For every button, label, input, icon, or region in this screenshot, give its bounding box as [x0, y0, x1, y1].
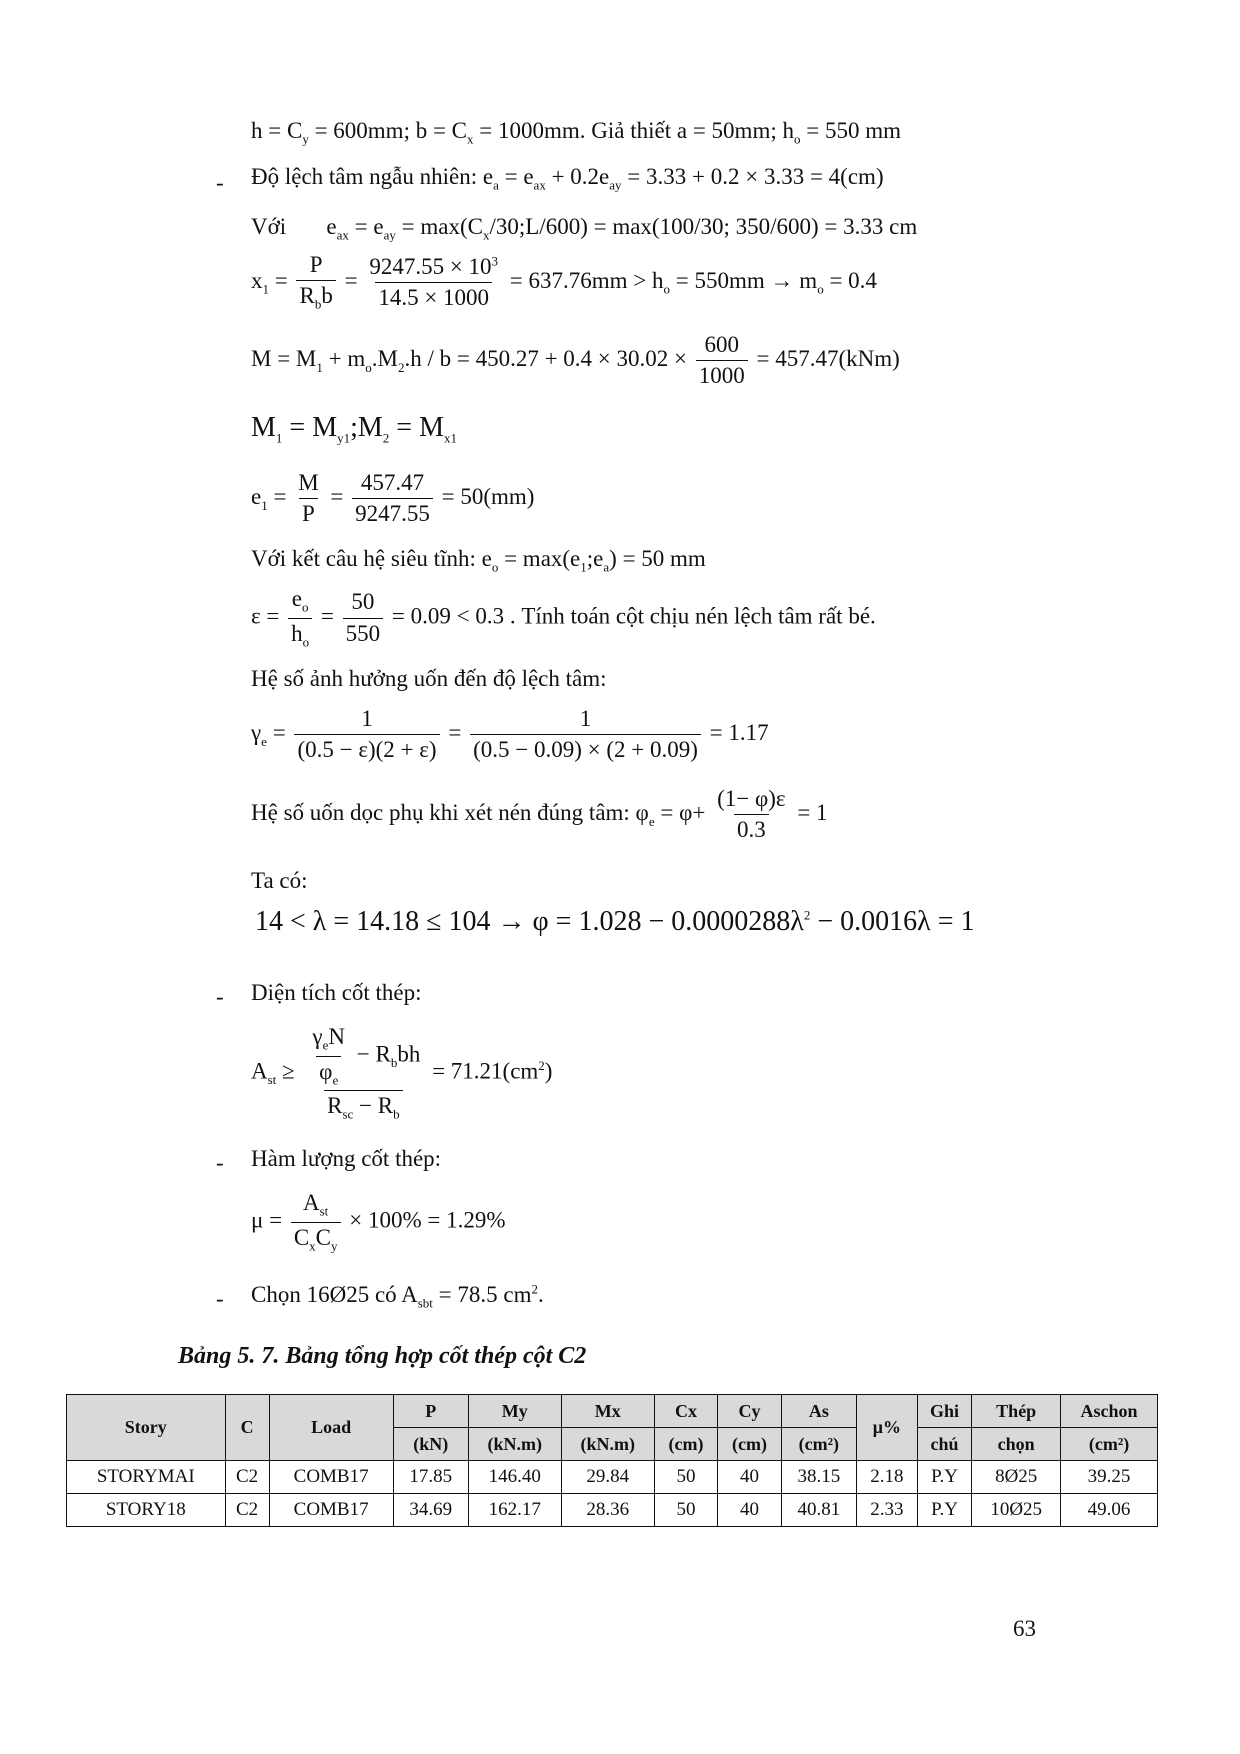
equation-m: $M = M_1 + m_o.M_2.h / b = 450.27 + 0.4 \times 30.02$ × $\frac{600}{1000}$ = 457.47(kNm) — [251, 332, 900, 389]
cell-aschon: 49.06 — [1061, 1494, 1158, 1527]
line-eccentricity-factor-label: Hệ số ảnh hưởng uốn đến độ lệch tâm: — [251, 666, 607, 691]
cell-p: 17.85 — [393, 1461, 468, 1494]
header-thep: Thép — [972, 1395, 1061, 1428]
header-cy-unit: (cm) — [718, 1428, 781, 1461]
cell-as: 38.15 — [781, 1461, 856, 1494]
cell-story: STORYMAI — [67, 1461, 226, 1494]
cell-ghi: P.Y — [917, 1461, 971, 1494]
equation-e1: $e_1$ = $\frac{M}{P}$ = $\frac{457.47}{9247.55}$ = 50(mm) — [251, 470, 535, 527]
line-statically-indeterminate: Với kết câu hệ siêu tĩnh: $e_o$ = $\max(e_1;e_a) = 50$ mm — [251, 546, 706, 575]
header-ghi-2: chú — [917, 1428, 971, 1461]
cell-cy: 40 — [718, 1494, 781, 1527]
header-cx: Cx — [654, 1395, 717, 1428]
bullet-dash: - — [216, 984, 224, 1009]
header-cy: Cy — [718, 1395, 781, 1428]
line-steel-area-label: Diện tích cốt thép: — [251, 980, 422, 1005]
line-chosen-bars: Chọn 16Ø25 có $A_{sbt} = 78.5$ $cm^2$. — [251, 1281, 544, 1311]
header-aschon-unit: (cm²) — [1061, 1428, 1158, 1461]
header-my-unit: (kN.m) — [468, 1428, 561, 1461]
equation-lambda: $14 < \lambda = 14.18 \le 104 \to \varphi = 1.028 - 0.0000288\lambda^2 - 0.0016\lambda = 1$ — [255, 906, 975, 937]
cell-c: C2 — [225, 1494, 269, 1527]
cell-thep: 8Ø25 — [972, 1461, 1061, 1494]
equation-phi-e: Hệ số uốn dọc phụ khi xét nén đúng tâm: $\varphi_e = \varphi+$ $\frac{(1- \varphi)\varepsilon}{0.3}$ = 1 — [251, 786, 828, 843]
header-mu: μ% — [856, 1395, 917, 1461]
equation-ast: $A_{st}$ ≥ $\frac{\gamma_eN}{\varphi_e}$ − $R_bbh$ $R_{sc} - R_b$ = $71.21(cm^2)$ — [251, 1024, 553, 1122]
line-eccentricity: Độ lệch tâm ngẫu nhiên: $e_a = e_{ax} + 0.2e_{ay} = 3.33 + 0.2 \times 3.33 = 4(cm)$ — [251, 164, 884, 193]
cell-p: 34.69 — [393, 1494, 468, 1527]
cell-mx: 28.36 — [561, 1494, 654, 1527]
equation-x1: $x_1$ = $\frac{P}{R_bb}$ = $\frac{9247.55 \times 10^3}{14.5 \times 1000}$ = $637.76mm > h_o = 550mm \to m_o = 0.4$ — [251, 252, 877, 313]
table-row — [67, 1461, 1158, 1494]
line-we-have: Ta có: — [251, 868, 308, 893]
cell-aschon: 39.25 — [1061, 1461, 1158, 1494]
equation-epsilon: ε = $\frac{e_o}{h_o}$ = $\frac{50}{550}$ = 0.09 < 0.3 . Tính toán cột chịu nén lệch tâm rất bé. — [251, 586, 876, 650]
cell-my: 162.17 — [468, 1494, 561, 1527]
header-mx: Mx — [561, 1395, 654, 1428]
header-as: As — [781, 1395, 856, 1428]
header-my: My — [468, 1395, 561, 1428]
rebar-summary-table — [66, 1394, 1158, 1527]
cell-my: 146.40 — [468, 1461, 561, 1494]
header-aschon: Aschon — [1061, 1395, 1158, 1428]
header-thep-2: chọn — [972, 1428, 1061, 1461]
header-c: C — [225, 1395, 269, 1461]
cell-load: COMB17 — [269, 1494, 393, 1527]
page-number: 63 — [1013, 1616, 1036, 1641]
equation-gamma-e: $\gamma_e$ = $\frac{1}{(0.5 - \varepsilon)(2 + \varepsilon)}$ = $\frac{1}{(0.5 - 0.09) \times (2 + 0.09)}$ = 1.17 — [251, 706, 769, 763]
header-load: Load — [269, 1395, 393, 1461]
cell-mu: 2.33 — [856, 1494, 917, 1527]
equation-m1-m2: $M_1$ = $M_{y1};M_2 = M_{x1}$ — [251, 412, 457, 446]
cell-load: COMB17 — [269, 1461, 393, 1494]
cell-thep: 10Ø25 — [972, 1494, 1061, 1527]
header-p: P — [393, 1395, 468, 1428]
cell-cy: 40 — [718, 1461, 781, 1494]
cell-mu: 2.18 — [856, 1461, 917, 1494]
header-p-unit: (kN) — [393, 1428, 468, 1461]
cell-cx: 50 — [654, 1461, 717, 1494]
equation-mu: μ = $\frac{A_{st}}{C_xC_y}$ × 100% = 1.29% — [251, 1190, 506, 1254]
cell-cx: 50 — [654, 1494, 717, 1527]
line-dimensions: $h = C_y = 600mm$; $b = C_x = 1000mm$. Giả thiết a = 50mm; $h_o = 550$ mm — [251, 118, 901, 147]
cell-as: 40.81 — [781, 1494, 856, 1527]
header-story: Story — [67, 1395, 226, 1461]
cell-story: STORY18 — [67, 1494, 226, 1527]
bullet-dash: - — [216, 170, 224, 195]
bullet-dash: - — [216, 1286, 224, 1311]
header-as-unit: (cm²) — [781, 1428, 856, 1461]
cell-ghi: P.Y — [917, 1494, 971, 1527]
cell-mx: 29.84 — [561, 1461, 654, 1494]
header-ghi: Ghi — [917, 1395, 971, 1428]
header-mx-unit: (kN.m) — [561, 1428, 654, 1461]
header-cx-unit: (cm) — [654, 1428, 717, 1461]
line-steel-ratio-label: Hàm lượng cốt thép: — [251, 1146, 442, 1171]
bullet-dash: - — [216, 1150, 224, 1175]
line-with-eax: Với $e_{ax} = e_{ay}$ = $\max(C_x/30;L/600) = \max(100/30$; 350/600) = 3.33 cm — [251, 214, 918, 243]
table-caption: Bảng 5. 7. Bảng tổng hợp cốt thép cột C2 — [178, 1343, 587, 1369]
table-row — [67, 1494, 1158, 1527]
cell-c: C2 — [225, 1461, 269, 1494]
